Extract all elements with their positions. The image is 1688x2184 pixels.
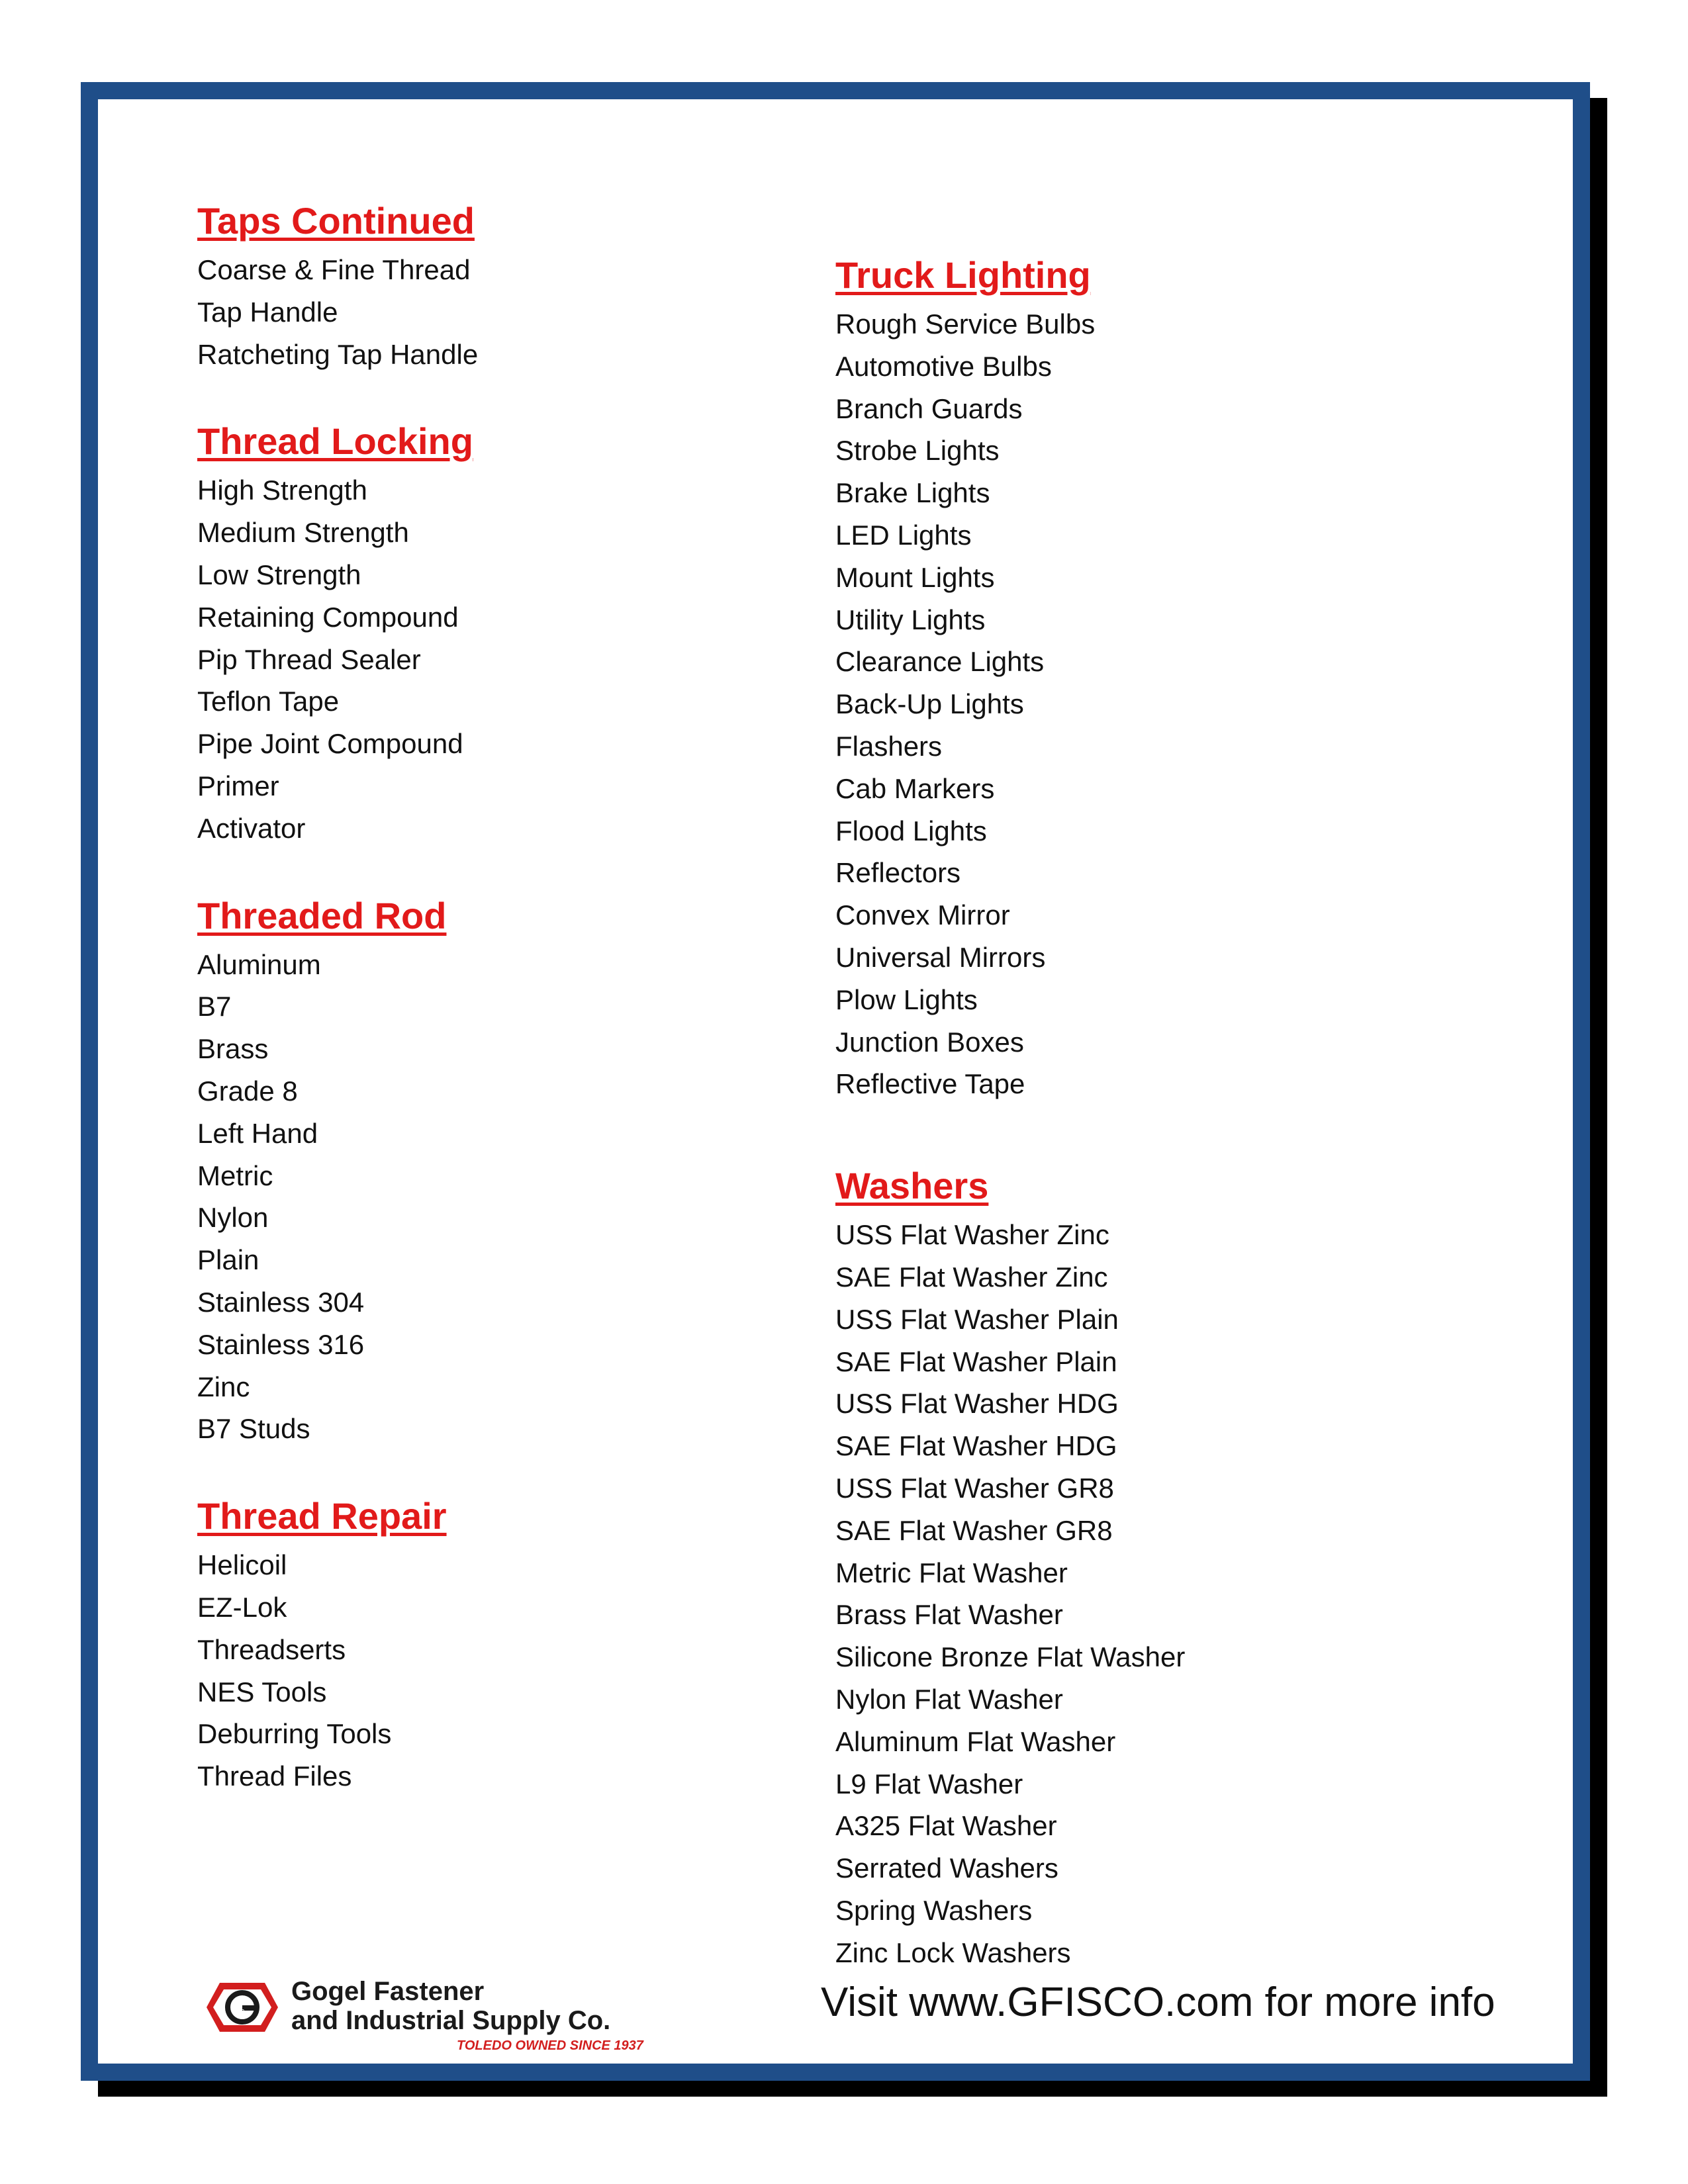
svg-text:G: G	[240, 2009, 245, 2016]
item-list	[197, 1544, 793, 1797]
list-item: Branch Guards	[835, 392, 1023, 424]
list-item: Brass Flat Washer	[835, 1599, 1063, 1631]
list-item: Automotive Bulbs	[835, 350, 1052, 382]
company-logo	[205, 1976, 682, 2053]
list-item: Plow Lights	[835, 983, 978, 1015]
section-thread-repair	[197, 1494, 793, 1797]
list-item: Cab Markers	[835, 772, 995, 804]
section-washers	[835, 1163, 1497, 1974]
list-item: Left Hand	[197, 1117, 318, 1149]
list-item: B7	[197, 991, 232, 1023]
list-item: Metric Flat Washer	[835, 1557, 1068, 1588]
list-item: Ratcheting Tap Handle	[197, 338, 479, 370]
list-item: Utility Lights	[835, 604, 986, 635]
list-item: Reflective Tape	[835, 1068, 1025, 1100]
item-list	[197, 944, 793, 1451]
list-item: EZ-Lok	[197, 1591, 287, 1623]
item-list	[835, 303, 1497, 1105]
list-item: Aluminum	[197, 948, 321, 980]
item-list	[197, 469, 793, 849]
list-item: Grade 8	[197, 1075, 298, 1107]
list-item: Flood Lights	[835, 815, 987, 846]
list-item: Tap Handle	[197, 296, 338, 328]
left-column	[197, 199, 793, 1797]
section-heading: Taps Continued	[197, 200, 475, 242]
list-item: Convex Mirror	[835, 899, 1010, 931]
section-truck-lighting	[835, 253, 1497, 1105]
list-item: Junction Boxes	[835, 1026, 1024, 1058]
list-item: Back-Up Lights	[835, 688, 1024, 720]
list-item: Low Strength	[197, 559, 361, 590]
list-item: USS Flat Washer GR8	[835, 1472, 1114, 1504]
list-item: Rough Service Bulbs	[835, 308, 1096, 340]
list-item: Medium Strength	[197, 517, 409, 549]
section-taps-continued	[197, 199, 793, 375]
list-item: Brake Lights	[835, 477, 990, 509]
list-item: Primer	[197, 770, 279, 801]
list-item: Clearance Lights	[835, 646, 1045, 678]
section-heading: Threaded Rod	[197, 894, 447, 936]
section-threaded-rod	[197, 893, 793, 1451]
list-item: Silicone Bronze Flat Washer	[835, 1641, 1186, 1673]
list-item: Threadserts	[197, 1633, 346, 1665]
list-item: Stainless 316	[197, 1328, 365, 1360]
list-item: SAE Flat Washer Zinc	[835, 1261, 1108, 1293]
section-heading: Thread Repair	[197, 1495, 447, 1537]
list-item: Activator	[197, 812, 306, 844]
company-name-line1: Gogel Fastener	[291, 1977, 485, 2006]
list-item: USS Flat Washer Plain	[835, 1303, 1119, 1335]
list-item: Teflon Tape	[197, 686, 340, 717]
list-item: Retaining Compound	[197, 601, 459, 633]
list-item: USS Flat Washer Zinc	[835, 1219, 1109, 1251]
list-item: Pip Thread Sealer	[197, 643, 421, 675]
list-item: L9 Flat Washer	[835, 1768, 1023, 1799]
list-item: Nylon	[197, 1202, 269, 1234]
list-item: Universal Mirrors	[835, 941, 1046, 973]
list-item: Serrated Washers	[835, 1852, 1058, 1884]
company-tagline: TOLEDO OWNED SINCE 1937	[457, 2038, 643, 2053]
list-item: Coarse & Fine Thread	[197, 254, 471, 285]
list-item: Thread Files	[197, 1760, 352, 1792]
list-item: Plain	[197, 1244, 259, 1276]
list-item: Flashers	[835, 730, 943, 762]
list-item: Deburring Tools	[197, 1718, 392, 1750]
list-item: A325 Flat Washer	[835, 1810, 1057, 1842]
item-list	[835, 1214, 1497, 1974]
list-item: SAE Flat Washer HDG	[835, 1430, 1117, 1462]
list-item: LED Lights	[835, 519, 972, 551]
list-item: Helicoil	[197, 1549, 287, 1581]
visit-website-text: Visit www.GFISCO.com for more info	[821, 1979, 1495, 2025]
hexagon-g-logo-icon	[205, 1981, 279, 2033]
list-item: Strobe Lights	[835, 435, 1000, 467]
section-thread-locking	[197, 419, 793, 849]
item-list	[197, 249, 793, 375]
list-item: Brass	[197, 1033, 269, 1065]
list-item: Mount Lights	[835, 561, 995, 593]
list-item: Spring Washers	[835, 1894, 1033, 1926]
list-item: Pipe Joint Compound	[197, 728, 463, 760]
list-item: Reflectors	[835, 857, 961, 889]
list-item: NES Tools	[197, 1676, 327, 1707]
list-item: Stainless 304	[197, 1286, 365, 1318]
list-item: Nylon Flat Washer	[835, 1683, 1063, 1715]
company-name-line2: and Industrial Supply Co.	[291, 2006, 611, 2035]
list-item: B7 Studs	[197, 1413, 310, 1445]
list-item: Aluminum Flat Washer	[835, 1725, 1116, 1757]
list-item: Metric	[197, 1160, 273, 1191]
list-item: Zinc	[197, 1371, 250, 1402]
list-item: SAE Flat Washer GR8	[835, 1514, 1113, 1546]
section-heading: Truck Lighting	[835, 254, 1091, 296]
list-item: High Strength	[197, 475, 367, 506]
list-item: USS Flat Washer HDG	[835, 1388, 1119, 1420]
list-item: SAE Flat Washer Plain	[835, 1345, 1117, 1377]
right-column	[835, 253, 1497, 1974]
list-item: Zinc Lock Washers	[835, 1936, 1071, 1968]
section-heading: Thread Locking	[197, 420, 473, 463]
section-heading: Washers	[835, 1165, 989, 1207]
